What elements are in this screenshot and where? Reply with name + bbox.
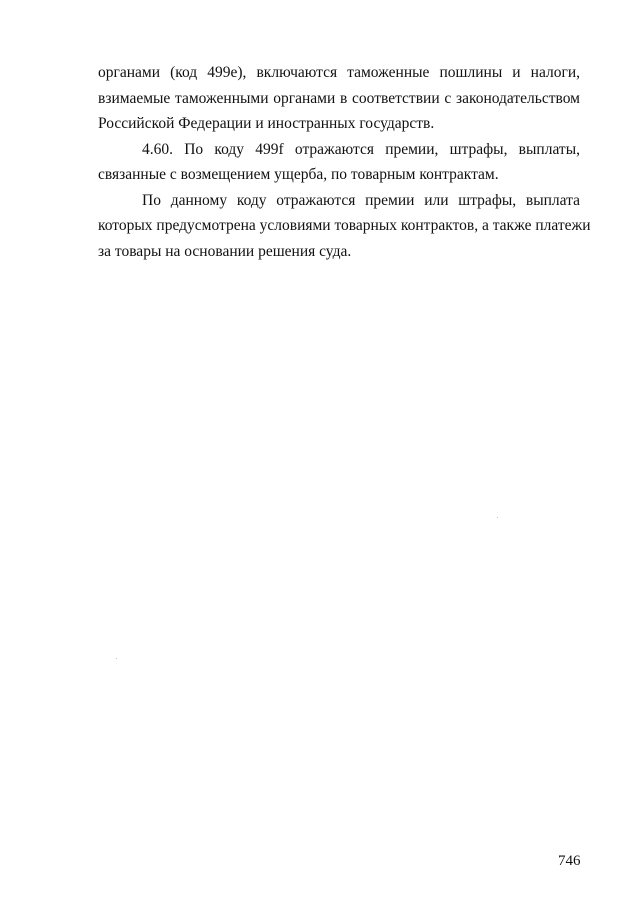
scan-speck xyxy=(497,517,498,518)
paragraph-customs-duties xyxy=(98,60,580,137)
paragraph-code-499f xyxy=(98,137,580,188)
text-line: за товары на основании решения суда. xyxy=(98,242,352,260)
text-line: 4.60. По коду 499f отражаются премии, штрафы, выплаты, xyxy=(142,140,580,158)
text-line: связанные с возмещением ущерба, по товарным контрактам. xyxy=(98,166,499,183)
text-line: которых предусмотрена условиями товарных контрактов, а также платежи xyxy=(98,217,591,234)
text-line: взимаемые таможенными органами в соответствии с законодательством xyxy=(98,89,580,107)
scan-speck xyxy=(116,658,117,659)
paragraph-premiums-fines xyxy=(98,188,591,265)
body-text xyxy=(98,60,591,264)
text-line: По данному коду отражаются премии или штрафы, выплата xyxy=(142,191,580,209)
page-number: 746 xyxy=(558,853,581,869)
text-line: Российской Федерации и иностранных государств. xyxy=(98,115,435,132)
text-line: органами (код 499e), включаются таможенные пошлины и налоги, xyxy=(98,64,580,81)
